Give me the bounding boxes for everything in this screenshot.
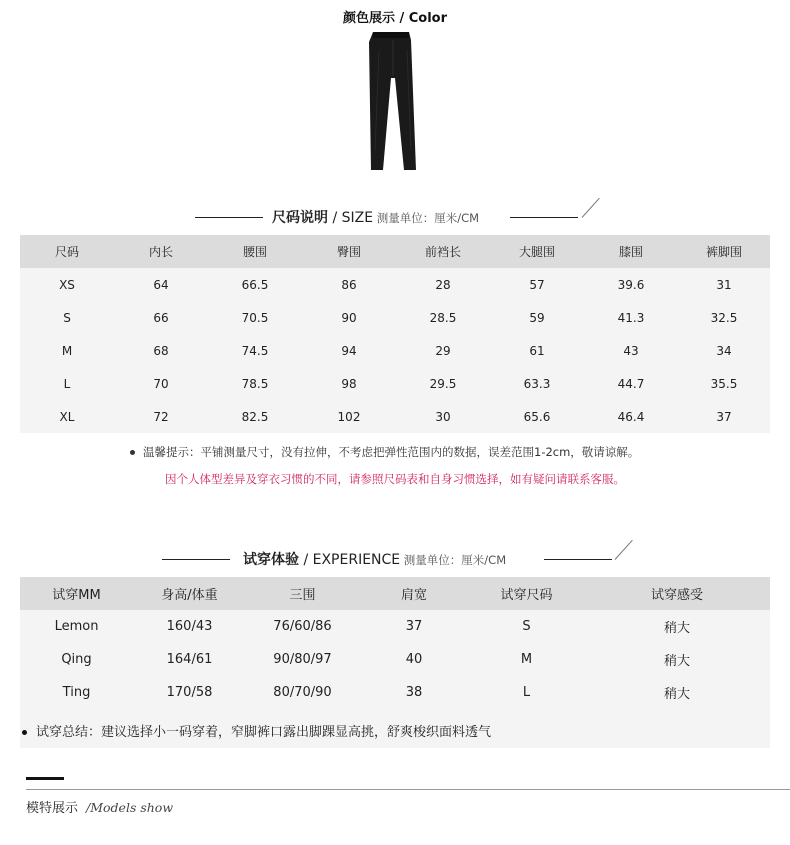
- bullet-icon: [130, 450, 135, 455]
- table-cell: 78.5: [241, 376, 269, 391]
- column-header: 肩宽: [400, 588, 427, 603]
- table-row: [20, 268, 770, 301]
- table-cell: 34: [716, 343, 732, 358]
- table-cell: 80/70/90: [273, 685, 332, 700]
- table-cell: 65.6: [523, 409, 551, 424]
- table-cell: 170/58: [166, 685, 213, 700]
- table-cell: 43: [623, 343, 639, 358]
- table-cell: 86: [341, 277, 357, 292]
- table-cell: 72: [153, 409, 169, 424]
- table-row: [20, 400, 770, 433]
- table-cell: 38: [405, 685, 423, 700]
- table-cell: 39.6: [617, 277, 645, 292]
- table-row: [20, 301, 770, 334]
- size-chart-table: [20, 235, 770, 433]
- table-cell: 35.5: [710, 376, 738, 391]
- table-cell: 稍大: [663, 654, 690, 669]
- table-cell: 66.5: [241, 277, 269, 292]
- table-cell: 37: [716, 409, 732, 424]
- table-cell: XS: [59, 277, 75, 292]
- color-section-title: 颜色展示 / Color: [342, 11, 448, 26]
- size-warning: 因个人体型差异及穿衣习惯的不同，请参照尺码表和自身习惯选择，如有疑问请联系客服。: [165, 472, 625, 486]
- table-cell: 70: [153, 376, 169, 391]
- table-row: [20, 367, 770, 400]
- table-cell: 63.3: [523, 376, 551, 391]
- table-cell: L: [63, 376, 71, 391]
- table-cell: 28: [435, 277, 451, 292]
- table-cell: 29.5: [429, 376, 457, 391]
- table-cell: 94: [341, 343, 357, 358]
- size-section-header: [0, 205, 790, 229]
- table-row: [20, 610, 770, 643]
- column-header: 身高/体重: [161, 588, 218, 603]
- measurement-note: 温馨提示：平铺测量尺寸，没有拉伸，不考虑把弹性范围内的数据，误差范围1-2cm，敬请谅解。: [130, 444, 639, 460]
- table-row: [20, 643, 770, 676]
- table-cell: 44.7: [617, 376, 645, 391]
- table-cell: L: [522, 685, 531, 700]
- column-header: 膝围: [618, 245, 643, 259]
- models-section-title: 模特展示 /Models show: [26, 800, 174, 816]
- column-header: 裤脚围: [705, 245, 742, 259]
- table-cell: 40: [405, 652, 423, 667]
- column-header: 大腿围: [518, 245, 555, 259]
- size-section-title: 尺码说明 / SIZE 测量单位：厘米/CM: [272, 210, 480, 226]
- table-cell: 76/60/86: [273, 619, 332, 634]
- bullet-icon: [22, 730, 27, 735]
- table-cell: Ting: [62, 685, 91, 700]
- experience-section-header: [0, 548, 790, 572]
- column-header: 试穿尺码: [500, 588, 553, 603]
- table-cell: 102: [337, 409, 361, 424]
- fitting-experience-table: [20, 577, 770, 709]
- column-header: 三围: [289, 588, 316, 603]
- table-cell: 37: [405, 619, 423, 634]
- table-cell: 29: [435, 343, 451, 358]
- table-cell: S: [63, 310, 71, 325]
- experience-section-title: 试穿体验 / EXPERIENCE 测量单位：厘米/CM: [243, 552, 507, 568]
- table-cell: 82.5: [241, 409, 269, 424]
- table-cell: S: [522, 619, 531, 634]
- column-header: 试穿MM: [52, 588, 101, 603]
- table-cell: 164/61: [166, 652, 213, 667]
- table-cell: 28.5: [429, 310, 457, 325]
- table-cell: 66: [153, 310, 169, 325]
- table-cell: 59: [529, 310, 545, 325]
- table-cell: 稍大: [663, 621, 690, 636]
- table-cell: 90/80/97: [273, 652, 332, 667]
- table-cell: 稍大: [663, 687, 690, 702]
- table-cell: 68: [153, 343, 169, 358]
- table-cell: 90: [341, 310, 357, 325]
- table-cell: 57: [529, 277, 545, 292]
- column-header: 前裆长: [424, 245, 461, 259]
- table-header-row: [20, 577, 770, 610]
- table-cell: 31: [716, 277, 732, 292]
- table-cell: 64: [153, 277, 169, 292]
- column-header: 尺码: [54, 245, 79, 259]
- table-cell: 46.4: [617, 409, 645, 424]
- column-header: 内长: [148, 245, 173, 259]
- table-cell: M: [61, 343, 73, 358]
- table-cell: 98: [341, 376, 357, 391]
- models-section-divider: [26, 789, 790, 790]
- pants-product-image: [365, 30, 421, 172]
- table-cell: 74.5: [241, 343, 269, 358]
- table-header-row: [20, 235, 770, 268]
- table-cell: 70.5: [241, 310, 269, 325]
- table-row: [20, 676, 770, 709]
- table-cell: Qing: [61, 652, 92, 667]
- table-cell: Lemon: [54, 619, 99, 634]
- table-cell: 30: [435, 409, 451, 424]
- column-header: 试穿感受: [650, 588, 703, 603]
- table-cell: 32.5: [710, 310, 738, 325]
- column-header: 臀围: [336, 245, 361, 259]
- models-section-accent: [26, 777, 64, 780]
- decorative-slash: [615, 540, 633, 560]
- table-cell: 160/43: [166, 619, 213, 634]
- column-header: 腰围: [242, 245, 267, 259]
- table-row: [20, 334, 770, 367]
- table-cell: 41.3: [617, 310, 645, 325]
- table-cell: XL: [59, 409, 75, 424]
- decorative-slash: [582, 198, 600, 218]
- table-cell: M: [520, 652, 533, 667]
- fitting-summary: 试穿总结：建议选择小一码穿着，窄脚裤口露出脚踝显高挑，舒爽梭织面料透气: [22, 721, 491, 740]
- table-cell: 61: [529, 343, 545, 358]
